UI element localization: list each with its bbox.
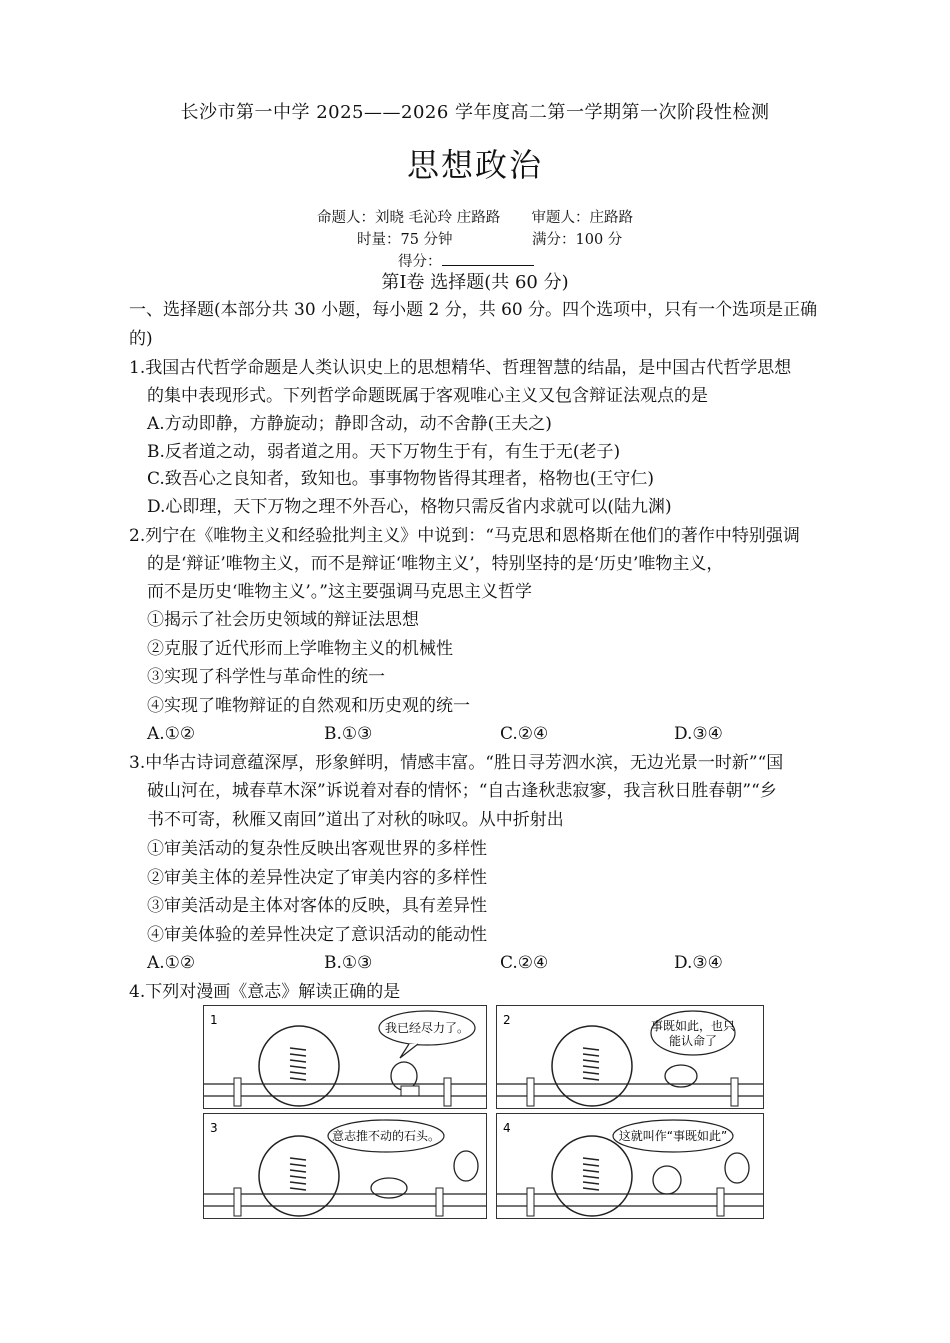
- q1-option-a[interactable]: A.方动即静，方静旋动；静即含动，动不舍静(王夫之): [147, 414, 552, 434]
- q2-stem-cont2: 而不是历史‘唯物主义’。”这主要强调马克思主义哲学: [147, 582, 532, 602]
- speech-tail: [400, 1044, 418, 1058]
- q1-option-b[interactable]: B.反者道之动，弱者道之用。天下万物生于有，有生于无(老子): [147, 442, 621, 462]
- q3-option-d[interactable]: D.③④: [674, 953, 723, 973]
- comic-panel-4: [496, 1113, 764, 1219]
- reviewer: 审题人：庄路路: [531, 210, 633, 226]
- q2-item-2: ②克服了近代形而上学唯物主义的机械性: [147, 639, 453, 659]
- fence-post: [436, 1188, 443, 1216]
- q2-option-d[interactable]: D.③④: [674, 724, 723, 744]
- panel-number: 1: [210, 1013, 218, 1027]
- panel-number: 2: [503, 1013, 511, 1027]
- panel-number: 4: [503, 1121, 511, 1135]
- boulder: [259, 1026, 339, 1106]
- score-blank[interactable]: [442, 251, 534, 266]
- q3-stem: 3.中华古诗词意蕴深厚，形象鲜明，情感丰富。“胜日寻芳泗水滨，无边光景一时新”“国: [129, 753, 784, 773]
- q3-item-4: ④审美体验的差异性决定了意识活动的能动性: [147, 925, 487, 945]
- boulder: [259, 1136, 339, 1216]
- subject-title: 思想政治: [406, 146, 543, 184]
- q3-option-a[interactable]: A.①②: [147, 953, 196, 973]
- q2-stem: 2.列宁在《唯物主义和经验批判主义》中说到：“马克思和恩格斯在他们的著作中特别强调: [129, 526, 800, 546]
- comic-panel-3-drawing: [204, 1114, 486, 1218]
- q2-item-3: ③实现了科学性与革命性的统一: [147, 667, 385, 687]
- authors: 命题人：刘晓 毛沁玲 庄路路: [317, 210, 501, 226]
- time-limit: 时量：75 分钟: [357, 232, 453, 248]
- comic-panel-3: [203, 1113, 487, 1219]
- q3-item-3: ③审美活动是主体对客体的反映，具有差异性: [147, 896, 487, 916]
- speech-text-line1: 事既如此，也只: [650, 1019, 736, 1033]
- q3-option-b[interactable]: B.①③: [324, 953, 373, 973]
- q1-stem-cont: 的集中表现形式。下列哲学命题既属于客观唯心主义又包含辩证法观点的是: [147, 386, 708, 406]
- q1-stem: 1.我国古代哲学命题是人类认识史上的思想精华、哲理智慧的结晶，是中国古代哲学思想: [129, 358, 792, 378]
- adult-figure: [454, 1151, 478, 1181]
- score-label: 得分：: [398, 254, 442, 270]
- fence-post: [527, 1188, 534, 1216]
- comic-panel-4-drawing: [497, 1114, 763, 1218]
- comic-panel-1-drawing: [204, 1006, 486, 1108]
- speech-text: 我已经尽力了。: [384, 1021, 470, 1035]
- q3-option-c[interactable]: C.②④: [500, 953, 549, 973]
- q3-stem-cont: 破山河在，城春草木深”诉说着对春的情怀；“自古逢秋悲寂寥，我言秋日胜春朝”“乡: [147, 781, 777, 801]
- q2-item-4: ④实现了唯物辩证的自然观和历史观的统一: [147, 696, 470, 716]
- q2-stem-cont: 的是‘辩证’唯物主义，而不是辩证‘唯物主义’，特别坚持的是‘历史’唯物主义，: [147, 554, 724, 574]
- fence-post: [717, 1188, 724, 1216]
- speech-text: 意志推不动的石头。: [331, 1129, 441, 1143]
- panel-number: 3: [210, 1121, 218, 1135]
- speech-bubble: [651, 1011, 735, 1055]
- q3-item-2: ②审美主体的差异性决定了审美内容的多样性: [147, 868, 487, 888]
- q1-option-c[interactable]: C.致吾心之良知者，致知也。事事物物皆得其理者，格物也(王守仁): [147, 469, 655, 489]
- section-instruction: 一、选择题(本部分共 30 小题，每小题 2 分，共 60 分。四个选项中，只有一个选项是正确: [129, 300, 818, 320]
- q4-stem: 4.下列对漫画《意志》解读正确的是: [129, 982, 401, 1002]
- section-title: 第Ⅰ卷 选择题(共 60 分): [381, 272, 569, 293]
- fence-post: [234, 1078, 241, 1106]
- comic-panel-1: [203, 1005, 487, 1109]
- speech-text-line2: 能认命了: [668, 1034, 718, 1048]
- q2-option-a[interactable]: A.①②: [147, 724, 196, 744]
- full-score: 满分：100 分: [532, 232, 623, 248]
- boulder: [552, 1136, 632, 1216]
- fence-post: [527, 1078, 534, 1106]
- fence-post: [444, 1078, 451, 1106]
- child-body: [401, 1086, 419, 1096]
- exam-title: 长沙市第一中学 2025——2026 学年度高二第一学期第一次阶段性检测: [180, 102, 770, 123]
- boulder: [552, 1026, 632, 1106]
- child-figure-lying: [371, 1178, 407, 1198]
- comic-panel-2: [496, 1005, 764, 1109]
- q2-option-c[interactable]: C.②④: [500, 724, 549, 744]
- fence-post: [234, 1188, 241, 1216]
- adult-figure: [725, 1153, 749, 1183]
- q1-option-d[interactable]: D.心即理，天下万物之理不外吾心，格物只需反省内求就可以(陆九渊): [147, 497, 672, 517]
- section-instruction-cont: 的): [129, 329, 153, 349]
- q2-option-b[interactable]: B.①③: [324, 724, 373, 744]
- child-figure: [653, 1166, 681, 1194]
- q3-stem-cont2: 书不可寄，秋雁又南回”道出了对秋的咏叹。从中折射出: [147, 810, 564, 830]
- q3-item-1: ①审美活动的复杂性反映出客观世界的多样性: [147, 839, 487, 859]
- comic-panel-2-drawing: [497, 1006, 763, 1108]
- fence-post: [731, 1078, 738, 1106]
- q2-item-1: ①揭示了社会历史领域的辩证法思想: [147, 610, 419, 630]
- speech-text: 这就叫作“事既如此”: [618, 1129, 728, 1143]
- author-line: [0, 206, 950, 227]
